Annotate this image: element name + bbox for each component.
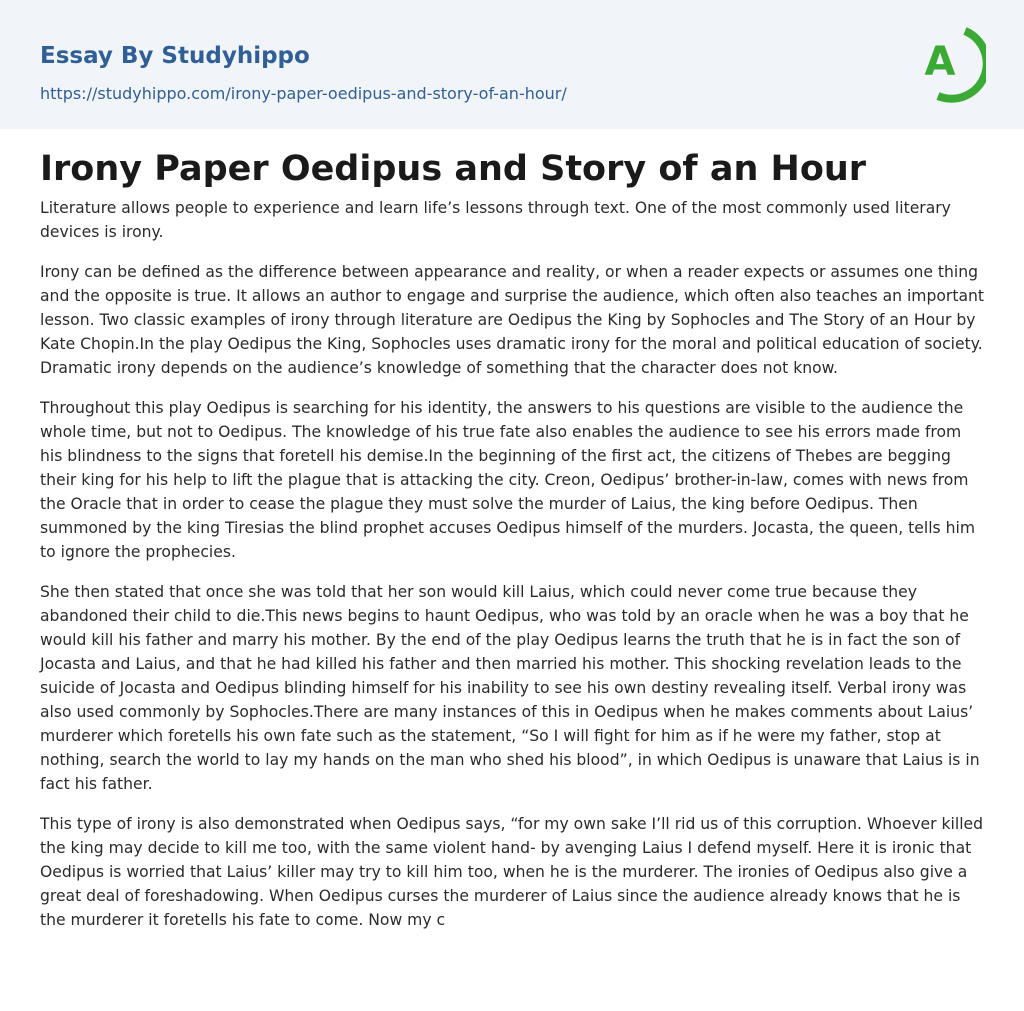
site-header bbox=[0, 0, 1024, 129]
brand-title: Essay By Studyhippo bbox=[40, 43, 310, 69]
article bbox=[0, 129, 1024, 932]
paragraph: Throughout this play Oedipus is searching for his identity, the answers to his questions are visible to the audience the whole time, but not to Oedipus. The knowledge of his true fate also enables the audience to see his errors made from his blindness to the signs that foretell his demise.In the beginning of the first act, the citizens of Thebes are begging their king for his help to lift the plague that is attacking the city. Creon, Oedipus’ brother-in-law, comes with news from the Oracle that in order to cease the plague they must solve the murder of Laius, the king before Oedipus. Then summoned by the king Tiresias the blind prophet accuses Oedipus himself of the murders. Jocasta, the queen, tells him to ignore the prophecies. bbox=[40, 399, 976, 561]
studyhippo-logo-icon[interactable] bbox=[913, 19, 986, 105]
paragraph: She then stated that once she was told that her son would kill Laius, which could never come true because they abandoned their child to die.This news begins to haunt Oedipus, who was told by an oracle when he was a boy that he would kill his father and marry his mother. By the end of the play Oedipus learns the truth that he is in fact the son of Jocasta and Laius, and that he had killed his father and then married his mother. This shocking revelation leads to the suicide of Jocasta and Oedipus blinding himself for his inability to see his own destiny revealing itself. Verbal irony was also used commonly by Sophocles.There are many instances of this in Oedipus when he makes comments about Laius’ murderer which foretells his own fate such as the statement, “So I will fight for him as if he were my father, stop at nothing, search the world to lay my hands on the man who shed his blood”, in which Oedipus is unaware that Laius is in fact his father. bbox=[40, 583, 980, 793]
page-title: Irony Paper Oedipus and Story of an Hour bbox=[40, 149, 867, 189]
paragraph: This type of irony is also demonstrated when Oedipus says, “for my own sake I’ll rid us of this corruption. Whoever killed the king may decide to kill me too, with the same violent hand- by avenging Laius I defend myself. Here it is ironic that Oedipus is worried that Laius’ killer may try to kill him too, when he is the murderer. The ironies of Oedipus also give a great deal of foreshadowing. When Oedipus curses the murderer of Laius since the audience already knows that he is the murderer it foretells his fate to come. Now my c bbox=[40, 815, 984, 929]
logo-letter: A bbox=[924, 39, 956, 85]
paragraph: Literature allows people to experience and learn life’s lessons through text. One of the most commonly used literary devices is irony. bbox=[40, 199, 951, 241]
essay-url-link[interactable]: https://studyhippo.com/irony-paper-oedipus-and-story-of-an-hour/ bbox=[40, 84, 567, 103]
paragraph: Irony can be defined as the difference between appearance and reality, or when a reader expects or assumes one thing and the opposite is true. It allows an author to engage and surprise the audience, which often also teaches an important lesson. Two classic examples of irony through literature are Oedipus the King by Sophocles and The Story of an Hour by Kate Chopin.In the play Oedipus the King, Sophocles uses dramatic irony for the moral and political education of society. Dramatic irony depends on the audience’s knowledge of something that the character does not know. bbox=[40, 263, 985, 377]
